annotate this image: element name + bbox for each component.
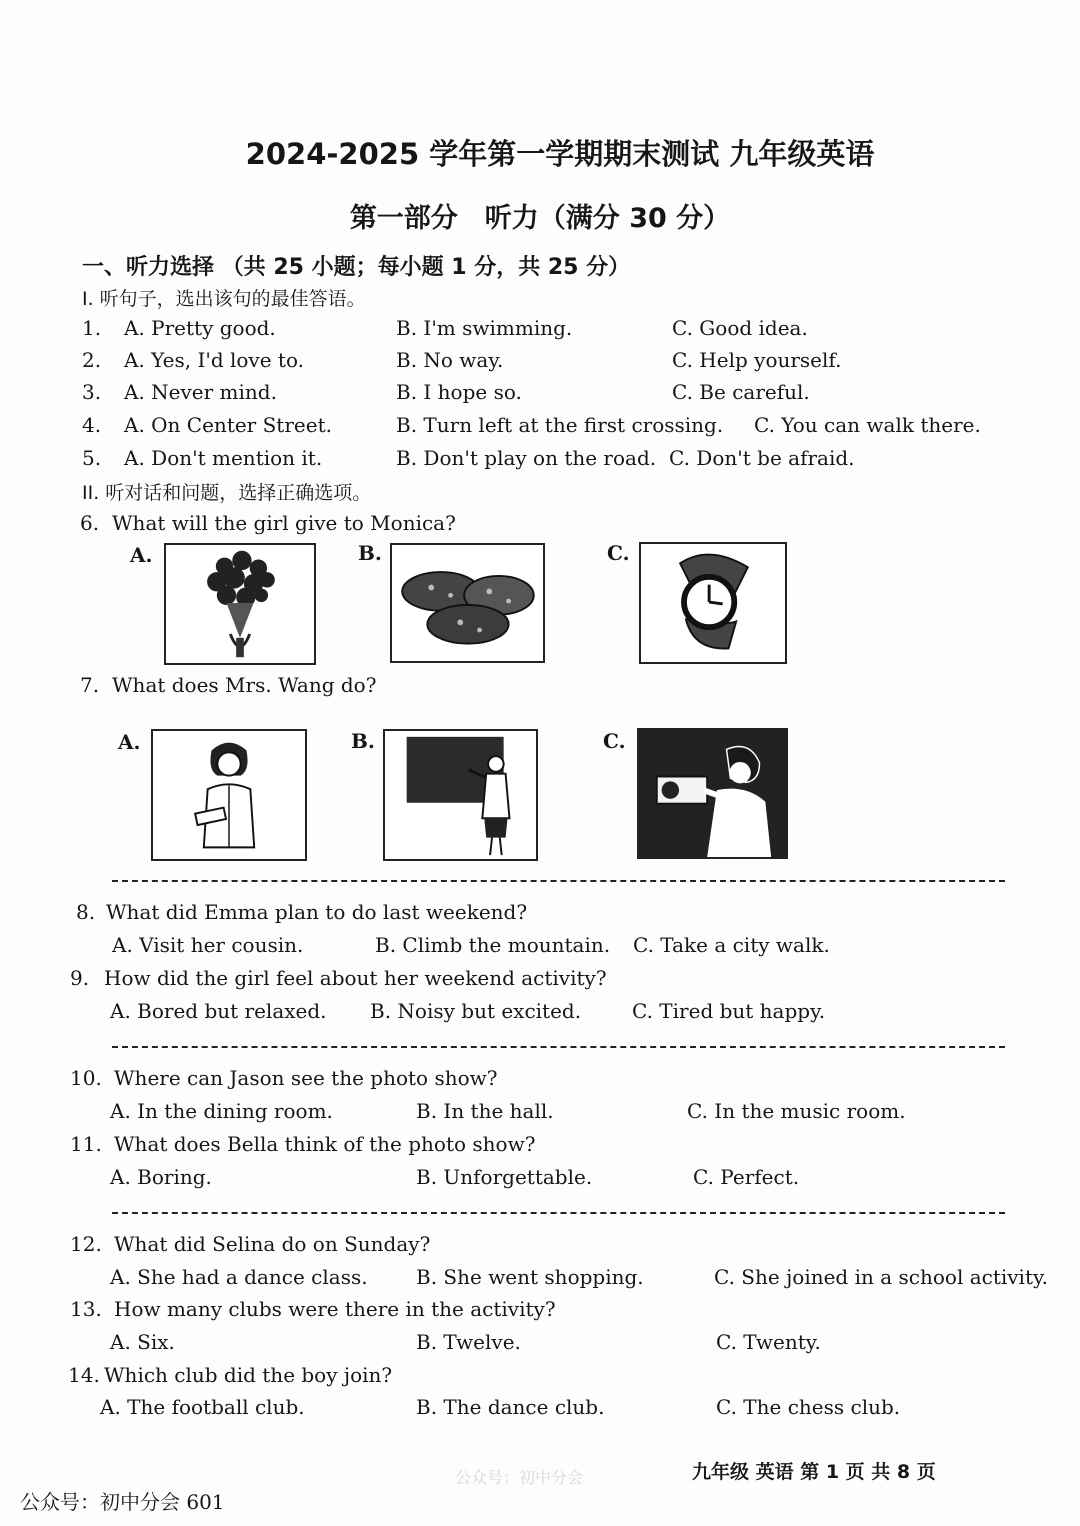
teacher-picture[interactable]: [383, 729, 538, 861]
question-number: 13.: [70, 1297, 102, 1321]
doctor-picture[interactable]: [151, 729, 307, 861]
question-text: What did Emma plan to do last weekend?: [106, 900, 528, 924]
question-number: 12.: [70, 1232, 102, 1256]
option-b[interactable]: B. Climb the mountain.: [375, 933, 611, 957]
option-c[interactable]: C. The chess club.: [716, 1395, 901, 1419]
bouquet-picture[interactable]: [164, 543, 316, 665]
option-a[interactable]: A. Bored but relaxed.: [110, 999, 327, 1023]
watch-picture[interactable]: [639, 542, 787, 664]
option-b[interactable]: B. Unforgettable.: [416, 1165, 593, 1189]
option-a[interactable]: A. Yes, I'd love to.: [124, 348, 305, 372]
option-a[interactable]: A. On Center Street.: [124, 413, 332, 437]
cookies-icon: [392, 545, 543, 661]
blackboard-icon: [385, 731, 536, 859]
picture-label-c: C.: [603, 729, 626, 753]
section-heading: 一、听力选择 （共 25 小题；每小题 1 分，共 25 分）: [82, 255, 631, 280]
source-label: 公众号：初中分会 601: [20, 1490, 225, 1514]
option-a[interactable]: A. Visit her cousin.: [112, 933, 304, 957]
question-number: 4.: [82, 413, 102, 437]
divider: [112, 1046, 1005, 1048]
option-a[interactable]: A. Six.: [110, 1330, 175, 1354]
option-b[interactable]: B. The dance club.: [416, 1395, 605, 1419]
question-number: 9.: [70, 966, 90, 990]
option-c[interactable]: C. Perfect.: [693, 1165, 800, 1189]
question-number: 2.: [82, 348, 102, 372]
option-b[interactable]: B. Noisy but excited.: [370, 999, 582, 1023]
option-c[interactable]: C. In the music room.: [687, 1099, 906, 1123]
option-b[interactable]: B. In the hall.: [416, 1099, 554, 1123]
question-text: What does Mrs. Wang do?: [112, 673, 377, 697]
question-number: 14.: [68, 1363, 100, 1387]
exam-title: 2024-2025 学年第一学期期末测试 九年级英语: [245, 137, 875, 171]
option-c[interactable]: C. Take a city walk.: [633, 933, 830, 957]
question-number: 11.: [70, 1132, 102, 1156]
question-number: 1.: [82, 316, 102, 340]
question-text: Where can Jason see the photo show?: [114, 1066, 498, 1090]
option-b[interactable]: B. Twelve.: [416, 1330, 521, 1354]
option-c[interactable]: C. Help yourself.: [672, 348, 842, 372]
doctor-icon: [153, 731, 305, 859]
option-a[interactable]: A. Boring.: [110, 1165, 212, 1189]
question-text: What does Bella think of the photo show?: [114, 1132, 536, 1156]
camera-icon: [639, 730, 786, 857]
option-c[interactable]: C. Tired but happy.: [632, 999, 826, 1023]
option-c[interactable]: C. Twenty.: [716, 1330, 821, 1354]
option-a[interactable]: A. Pretty good.: [124, 316, 276, 340]
option-a[interactable]: A. The football club.: [100, 1395, 305, 1419]
option-a[interactable]: A. In the dining room.: [110, 1099, 333, 1123]
question-number: 3.: [82, 380, 102, 404]
cookies-picture[interactable]: [390, 543, 545, 663]
question-number: 8.: [76, 900, 96, 924]
question-text: What will the girl give to Monica?: [112, 511, 456, 535]
option-c[interactable]: C. She joined in a school activity.: [714, 1265, 1048, 1289]
option-c[interactable]: C. You can walk there.: [754, 413, 981, 437]
divider: [112, 880, 1005, 882]
option-b[interactable]: B. She went shopping.: [416, 1265, 644, 1289]
option-a[interactable]: A. She had a dance class.: [110, 1265, 368, 1289]
question-number: 10.: [70, 1066, 102, 1090]
option-c[interactable]: C. Be careful.: [672, 380, 810, 404]
part-title: 第一部分 听力（满分 30 分）: [349, 203, 731, 234]
option-b[interactable]: B. Turn left at the first crossing.: [396, 413, 724, 437]
picture-label-b: B.: [351, 729, 375, 753]
watch-icon: [641, 544, 785, 662]
watermark: 公众号：初中分会: [455, 1468, 584, 1487]
picture-label-b: B.: [358, 541, 382, 565]
option-a[interactable]: A. Never mind.: [124, 380, 277, 404]
question-text: Which club did the boy join?: [104, 1363, 393, 1387]
question-text: How did the girl feel about her weekend activity?: [104, 966, 607, 990]
question-number: 5.: [82, 446, 102, 470]
divider: [112, 1212, 1005, 1214]
picture-label-c: C.: [607, 541, 630, 565]
picture-label-a: A.: [118, 730, 141, 754]
question-text: How many clubs were there in the activity?: [114, 1297, 556, 1321]
page-number: 九年级 英语 第 1 页 共 8 页: [692, 1461, 936, 1483]
option-b[interactable]: B. Don't play on the road.: [396, 446, 657, 470]
option-a[interactable]: A. Don't mention it.: [124, 446, 323, 470]
part1-instruction: I. 听句子，选出该句的最佳答语。: [82, 288, 366, 310]
option-b[interactable]: B. I hope so.: [396, 380, 522, 404]
option-b[interactable]: B. I'm swimming.: [396, 316, 573, 340]
picture-label-a: A.: [130, 543, 153, 567]
option-c[interactable]: C. Don't be afraid.: [669, 446, 855, 470]
question-text: What did Selina do on Sunday?: [114, 1232, 431, 1256]
camera-picture[interactable]: [637, 728, 788, 859]
part2-instruction: II. 听对话和问题，选择正确选项。: [82, 482, 372, 504]
option-c[interactable]: C. Good idea.: [672, 316, 808, 340]
question-number: 7.: [80, 673, 100, 697]
option-b[interactable]: B. No way.: [396, 348, 504, 372]
bouquet-icon: [166, 545, 314, 663]
question-number: 6.: [80, 511, 100, 535]
